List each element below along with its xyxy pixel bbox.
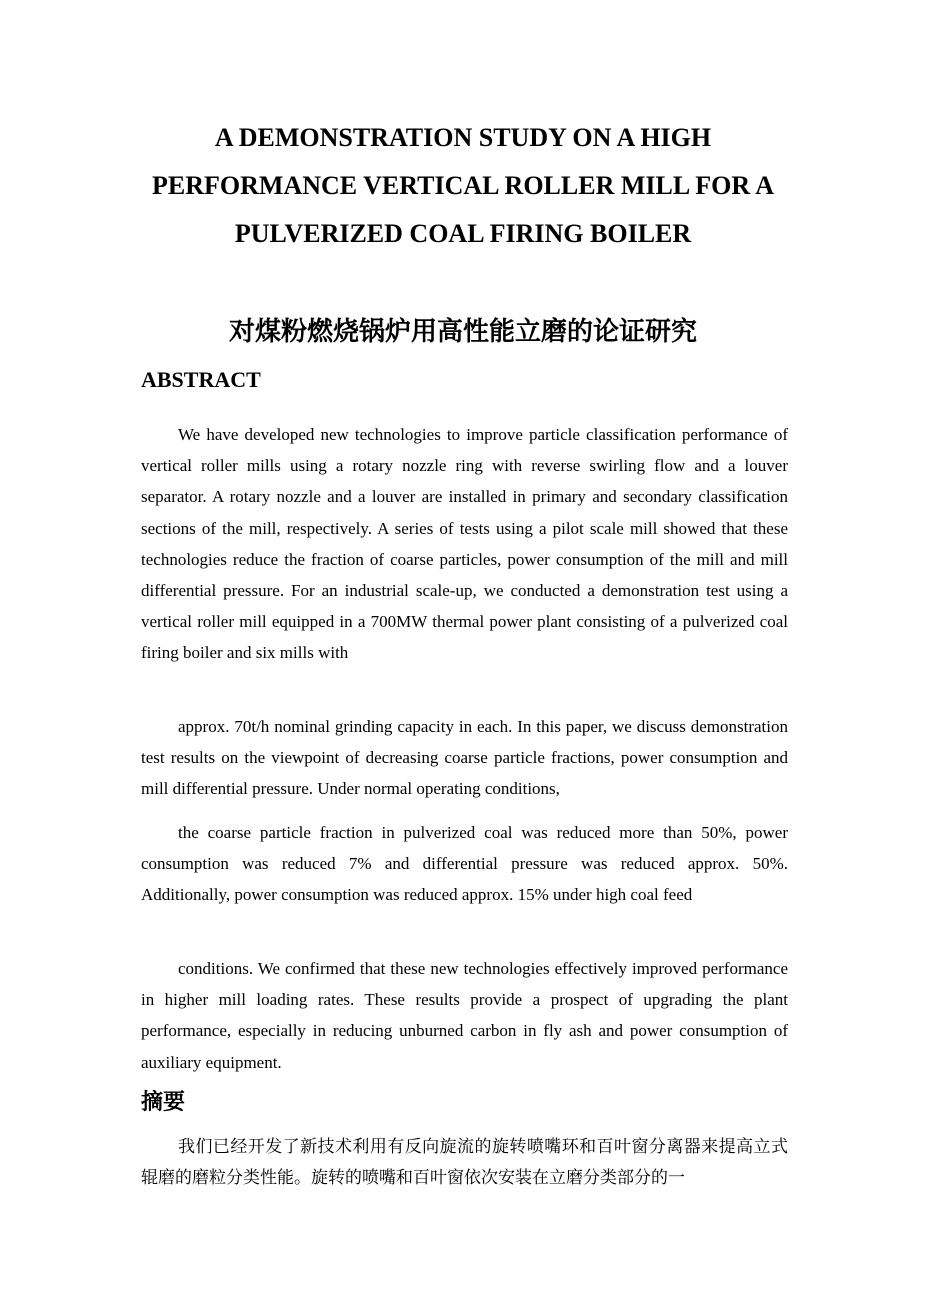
abstract-heading: ABSTRACT <box>141 367 261 392</box>
paper-title-english: A DEMONSTRATION STUDY ON A HIGH PERFORMANCE VERTICAL ROLLER MILL FOR A PULVERIZED COAL FIRING BOILER <box>152 123 774 248</box>
paper-title-chinese: 对煤粉燃烧锅炉用高性能立磨的论证研究 <box>228 317 697 347</box>
chinese-abstract-heading: 摘要 <box>141 1090 186 1115</box>
abstract-paragraph: approx. 70t/h nominal grinding capacity in each. In this paper, we discuss demonstration test results on the viewpoint of decreasing coarse particle fractions, power consumption and mill differential pressure. Under normal operating conditions, <box>141 717 788 799</box>
chinese-abstract-paragraph: 我们已经开发了新技术利用有反向旋流的旋转喷嘴环和百叶窗分离器来提高立式辊磨的磨粒分类性能。旋转的喷嘴和百叶窗依次安装在立磨分类部分的一 <box>141 1137 788 1188</box>
abstract-paragraph: the coarse particle fraction in pulverized coal was reduced more than 50%, power consumption was reduced 7% and differential pressure was reduced approx. 50%. Additionally, power consumption was reduced approx. 15% under high coal feed <box>141 823 788 905</box>
abstract-paragraph: conditions. We confirmed that these new technologies effectively improved performance in higher mill loading rates. These results provide a prospect of upgrading the plant performance, especially in reducing unburned carbon in fly ash and power consumption of auxiliary equipment. <box>141 959 788 1072</box>
abstract-paragraph: We have developed new technologies to improve particle classification performance of vertical roller mills using a rotary nozzle ring with reverse swirling flow and a louver separator. A rotary nozzle and a louver are installed in primary and secondary classification sections of the mill, respectively. A series of tests using a pilot scale mill showed that these technologies reduce the fraction of coarse particles, power consumption of the mill and mill differential pressure. For an industrial scale-up, we conducted a demonstration test using a vertical roller mill equipped in a 700MW thermal power plant consisting of a pulverized coal firing boiler and six mills with <box>141 425 788 663</box>
